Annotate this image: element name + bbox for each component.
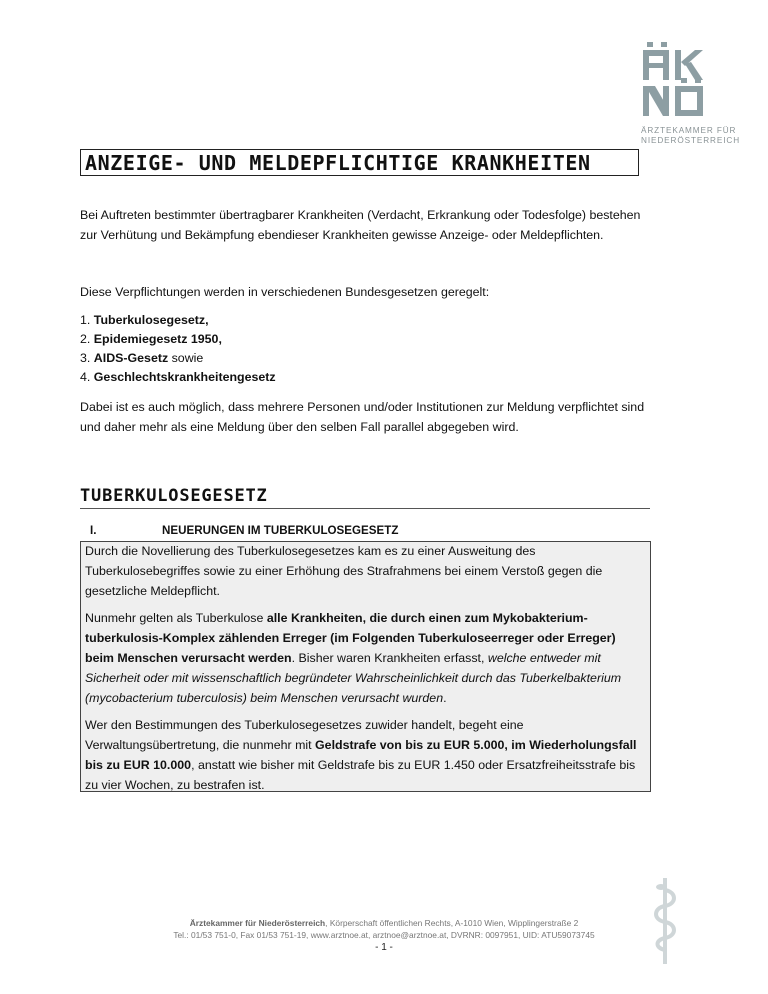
subsection-heading <box>80 524 398 537</box>
footer-address: , Körperschaft öffentlichen Rechts, A-1010 Wien, Wipplingerstraße 2 <box>325 918 579 928</box>
aekno-logo-mark <box>641 42 733 122</box>
list-item-number: 4. <box>80 370 91 384</box>
list-item <box>80 368 276 387</box>
list-item-number: 2. <box>80 332 91 346</box>
info-box <box>80 541 651 792</box>
box-text: . <box>443 690 447 705</box>
page-title: ANZEIGE- UND MELDEPFLICHTIGE KRANKHEITEN <box>80 149 639 176</box>
list-item-name: Tuberkulosegesetz, <box>93 313 209 327</box>
box-italic-text: welche entweder mit Sicherheit oder mit wissenschaftlich begründeter Wahrscheinlichkeit durch das Tuberkelbakterium (mycobacterium tuberculosis) beim Menschen verursacht wurden <box>85 650 622 705</box>
box-text: , anstatt wie bisher mit Geldstrafe bis zu EUR 1.450 oder Ersatzfreiheitsstrafe bis zu vier Wochen, zu bestrafen ist. <box>85 757 636 792</box>
list-item-suffix: sowie <box>168 351 204 365</box>
page-number: - 1 - <box>375 942 393 953</box>
footer-line-1 <box>0 918 768 929</box>
after-list-paragraph: Dabei ist es auch möglich, dass mehrere Personen und/oder Institutionen zur Meldung verpflichtet sind und daher mehr als eine Meldung über den selben Fall parallel abgegeben wird. <box>80 400 645 434</box>
box-bold-text: alle Krankheiten, die durch einen zum Mykobakterium-tuberkulosis-Komplex zählenden Erreger (im Folgenden Tuberkuloseerreger oder Erreger) beim Menschen verursacht werden <box>85 611 616 665</box>
box-text: Wer den Bestimmungen des Tuberkulosegesetzes zuwider handelt, begeht eine Verwaltungsübertretung, die nunmehr mit <box>85 718 524 753</box>
box-paragraph-1: Durch die Novellierung des Tuberkulosegesetzes kam es zu einer Ausweitung des Tuberkulosebegriffes sowie zu einer Erhöhung des Strafrahmens bei einem Verstoß gegen die gesetzliche Meldepflicht. <box>85 544 603 598</box>
box-paragraph-2 <box>85 609 646 708</box>
list-item-name: Geschlechtskrankheitengesetz <box>93 370 276 384</box>
aekno-logo <box>641 42 741 146</box>
list-item <box>80 311 276 330</box>
subsection-number: I. <box>90 524 97 537</box>
box-bold-text: Geldstrafe von bis zu EUR 5.000, im Wiederholungsfall bis zu EUR 10.000 <box>85 738 637 772</box>
list-item <box>80 330 276 349</box>
box-paragraph-3 <box>85 716 646 795</box>
lead-paragraph: Diese Verpflichtungen werden in verschiedenen Bundesgesetzen geregelt: <box>80 285 490 299</box>
list-item-name: Epidemiegesetz 1950, <box>93 332 222 346</box>
law-list <box>80 311 276 387</box>
footer-line-2: Tel.: 01/53 751-0, Fax 01/53 751-19, www.arztnoe.at, arztnoe@arztnoe.at, DVRNR: 0097951, UID: ATU59073745 <box>173 930 595 940</box>
intro-paragraph: Bei Auftreten bestimmter übertragbarer Krankheiten (Verdacht, Erkrankung oder Todesfolge) bestehen zur Verhütung und Bekämpfung ebendieser Krankheiten gewisse Anzeige- oder Meldepflichten. <box>80 208 641 242</box>
list-item-name: AIDS-Gesetz <box>93 351 169 365</box>
section-heading: TUBERKULOSEGESETZ <box>80 486 650 509</box>
box-text: . Bisher waren Krankheiten erfasst, <box>291 650 488 665</box>
logo-caption-line1: ÄRZTEKAMMER FÜR <box>641 126 737 135</box>
box-text: Nunmehr gelten als Tuberkulose <box>85 611 267 626</box>
footer-org: Ärztekammer für Niederösterreich <box>189 918 326 928</box>
list-item-number: 3. <box>80 351 91 365</box>
list-item-number: 1. <box>80 313 91 327</box>
list-item <box>80 349 276 368</box>
logo-caption-line2: NIEDERÖSTERREICH <box>641 136 741 145</box>
subsection-title: NEUERUNGEN IM TUBERKULOSEGESETZ <box>162 524 399 537</box>
